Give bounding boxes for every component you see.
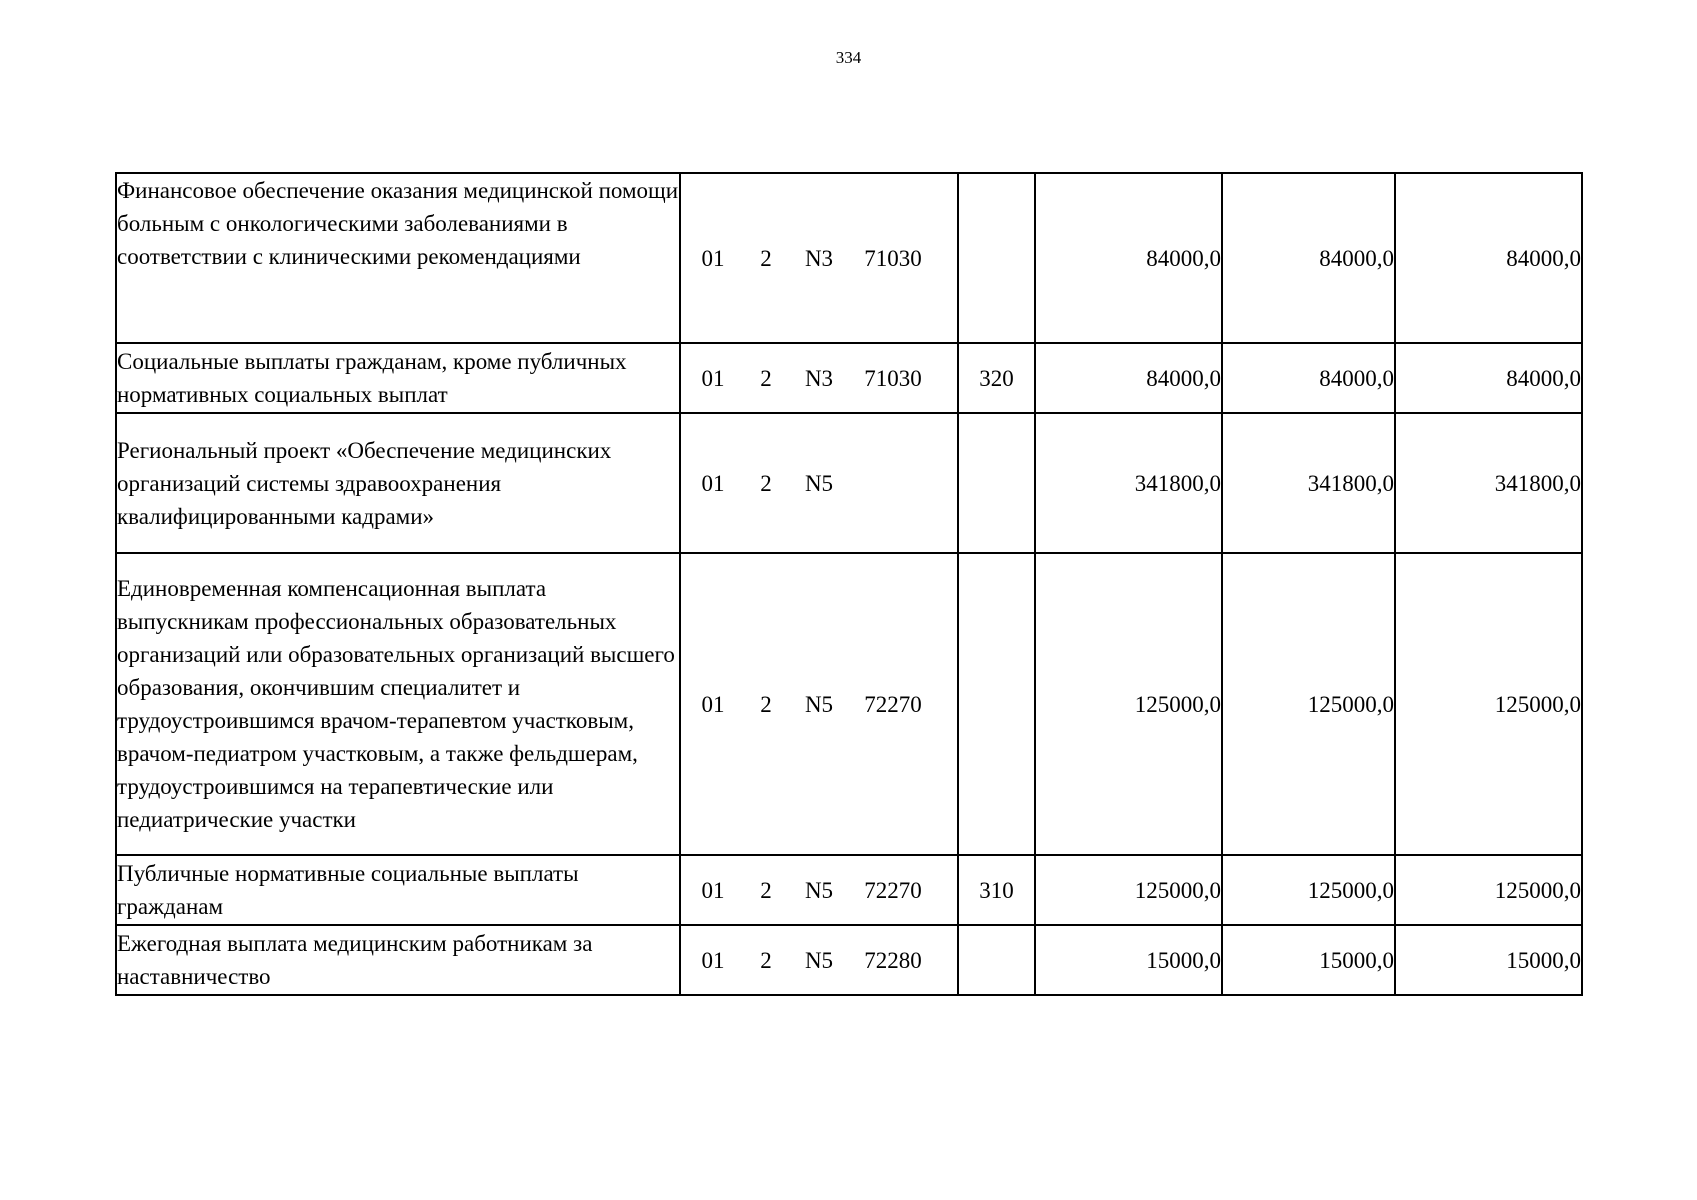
amount-year-3: 341800,0 [1395, 413, 1582, 553]
expense-type-cell [958, 553, 1035, 855]
code-program: 01 [701, 877, 725, 903]
expense-type-cell: 310 [958, 855, 1035, 925]
code-direction: 71030 [864, 245, 922, 271]
amount-year-1: 15000,0 [1035, 925, 1222, 995]
amount-year-2: 341800,0 [1222, 413, 1395, 553]
code-cell [680, 343, 958, 413]
code-program: 01 [701, 947, 725, 973]
table-row [116, 855, 1582, 925]
budget-table [115, 172, 1583, 996]
row-name: Ежегодная выплата медицинским работникам за наставничество [116, 925, 680, 995]
amount-year-2: 84000,0 [1222, 173, 1395, 343]
row-name: Региональный проект «Обеспечение медицинских организаций системы здравоохранения квалифицированными кадрами» [116, 413, 680, 553]
code-project: N5 [804, 947, 834, 973]
code-cell [680, 925, 958, 995]
amount-year-1: 341800,0 [1035, 413, 1222, 553]
code-project: N3 [804, 245, 834, 271]
amount-year-3: 84000,0 [1395, 343, 1582, 413]
expense-type-cell [958, 925, 1035, 995]
code-subprogram: 2 [760, 691, 772, 717]
code-direction: 72270 [864, 877, 922, 903]
amount-year-3: 125000,0 [1395, 855, 1582, 925]
amount-year-2: 125000,0 [1222, 553, 1395, 855]
row-name: Публичные нормативные социальные выплаты гражданам [116, 855, 680, 925]
amount-year-3: 84000,0 [1395, 173, 1582, 343]
code-project: N5 [804, 877, 834, 903]
table-row [116, 343, 1582, 413]
table-row [116, 413, 1582, 553]
code-direction: 71030 [864, 365, 922, 391]
row-name: Социальные выплаты гражданам, кроме публичных нормативных социальных выплат [116, 343, 680, 413]
code-cell [680, 413, 958, 553]
code-cell [680, 553, 958, 855]
code-subprogram: 2 [760, 947, 772, 973]
code-project: N3 [804, 365, 834, 391]
amount-year-2: 15000,0 [1222, 925, 1395, 995]
code-program: 01 [701, 365, 725, 391]
amount-year-2: 125000,0 [1222, 855, 1395, 925]
code-program: 01 [701, 245, 725, 271]
amount-year-3: 15000,0 [1395, 925, 1582, 995]
table-row [116, 553, 1582, 855]
code-subprogram: 2 [760, 245, 772, 271]
expense-type-cell [958, 413, 1035, 553]
code-project: N5 [804, 691, 834, 717]
amount-year-2: 84000,0 [1222, 343, 1395, 413]
code-program: 01 [701, 691, 725, 717]
code-direction: 72270 [864, 691, 922, 717]
code-cell [680, 855, 958, 925]
code-subprogram: 2 [760, 470, 772, 496]
page-number: 334 [835, 48, 862, 67]
code-subprogram: 2 [760, 877, 772, 903]
amount-year-1: 125000,0 [1035, 855, 1222, 925]
row-name: Единовременная компенсационная выплата выпускникам профессиональных образовательных организаций или образовательных организаций высшего образования, окончившим специалитет и трудоустроившимся врачом-терапевтом участковым, врачом-педиатром участковым, а также фельдшерам, трудоустроившимся на терапевтические или педиатрические участки [116, 553, 680, 855]
code-direction: 72280 [864, 947, 922, 973]
amount-year-1: 84000,0 [1035, 173, 1222, 343]
amount-year-3: 125000,0 [1395, 553, 1582, 855]
table-row [116, 925, 1582, 995]
expense-type-cell [958, 173, 1035, 343]
code-cell [680, 173, 958, 343]
amount-year-1: 125000,0 [1035, 553, 1222, 855]
table-row [116, 173, 1582, 343]
expense-type-cell: 320 [958, 343, 1035, 413]
code-subprogram: 2 [760, 365, 772, 391]
amount-year-1: 84000,0 [1035, 343, 1222, 413]
row-name: Финансовое обеспечение оказания медицинской помощи больным с онкологическими заболеваниями в соответствии с клиническими рекомендациями [116, 173, 680, 343]
code-program: 01 [701, 470, 725, 496]
code-project: N5 [804, 470, 834, 496]
